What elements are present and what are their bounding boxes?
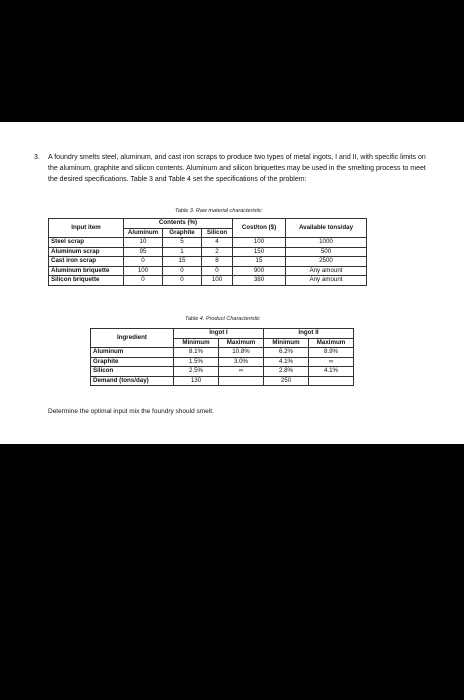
header-silicon: Silicon	[202, 228, 233, 238]
product-table	[90, 328, 354, 386]
table-row: Cast iron scrap 0 15 8 15 2500	[49, 257, 367, 267]
header-ingot-2: Ingot II	[264, 329, 354, 339]
header-cost: Cost/ton ($)	[233, 219, 286, 238]
header-available: Available tons/day	[286, 219, 367, 238]
table-row: Silicon 2.5% ∞ 2.8% 4.1%	[91, 367, 354, 377]
problem-number: 3.	[34, 154, 40, 161]
table-row: Silicon briquette 0 0 100 380 Any amount	[49, 276, 367, 286]
header-max-1: Maximum	[219, 338, 264, 348]
header-ingot-1: Ingot I	[174, 329, 264, 339]
raw-material-table	[48, 218, 367, 286]
header-min-2: Minimum	[264, 338, 309, 348]
problem-text: A foundry smelts steel, aluminum, and cast iron scraps to produce two types of metal ingots, I and II, with specific limits on the aluminum, graphite and silicon contents. Aluminum and silicon briquettes may be used in the smelting process to meet the desired specifications. Table 3 and Table 4 set the specifications of the problem:	[48, 154, 426, 183]
table-row: Aluminum briquette 100 0 0 900 Any amount	[49, 266, 367, 276]
closing-instruction: Determine the optimal input mix the foundry should smelt.	[48, 408, 214, 415]
table-row: Graphite 1.5% 3.0% 4.1% ∞	[91, 357, 354, 367]
table-row: Steel scrap 10 5 4 100 1000	[49, 238, 367, 248]
document-page	[0, 122, 464, 444]
header-contents: Contents (%)	[124, 219, 233, 229]
table-row: Aluminum scrap 95 1 2 150 500	[49, 247, 367, 257]
problem-statement	[34, 152, 434, 185]
table4-caption: Table 4. Product Characteristic	[185, 316, 260, 322]
table-row: Aluminum 8.1% 10.8% 6.2% 8.9%	[91, 348, 354, 358]
table3-caption: Table 3. Raw material characteristic	[175, 208, 262, 214]
header-ingredient: Ingredient	[91, 329, 174, 348]
header-graphite: Graphite	[163, 228, 202, 238]
header-min-1: Minimum	[174, 338, 219, 348]
header-input-item: Input item	[49, 219, 124, 238]
table-row: Demand (tons/day) 130 250	[91, 376, 354, 386]
header-aluminum: Aluminum	[124, 228, 163, 238]
header-max-2: Maximum	[309, 338, 354, 348]
